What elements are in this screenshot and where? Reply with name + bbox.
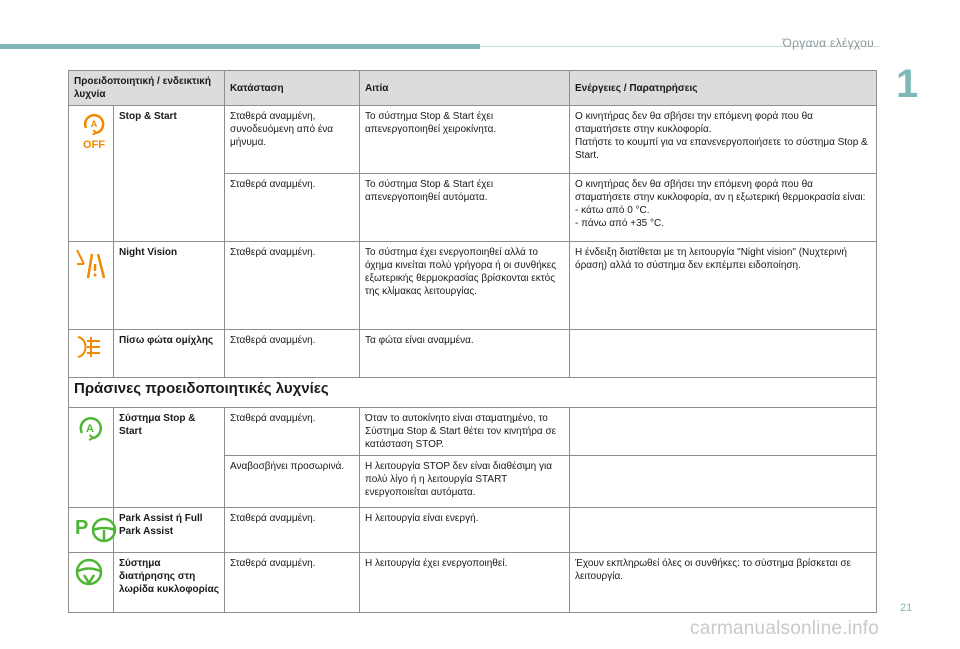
action-cell: Η ένδειξη διατίθεται με τη λειτουργία "Night vision" (Νυχτερινή όραση) αλλά το σύστημα δεν εκπέμπει ειδοποίηση. xyxy=(570,242,877,330)
state-cell: Σταθερά αναμμένη. xyxy=(225,553,360,613)
state-cell: Σταθερά αναμμένη, συνοδευόμενη από ένα μήνυμα. xyxy=(225,106,360,174)
state-cell: Σταθερά αναμμένη. xyxy=(225,508,360,553)
cause-cell: Το σύστημα έχει ενεργοποιηθεί αλλά το όχημα κινείται πολύ γρήγορα ή οι συνθήκες εξωτερικής θερμοκρασίας βρίσκονται εκτός της κλίμακας λειτουργίας. xyxy=(360,242,570,330)
icon-cell xyxy=(69,508,114,553)
icon-cell xyxy=(69,106,114,242)
action-cell xyxy=(570,330,877,378)
column-header-cause: Αιτία xyxy=(360,71,570,106)
state-cell: Σταθερά αναμμένη. xyxy=(225,242,360,330)
stop-start-off-icon xyxy=(74,110,114,150)
section-title: Όργανα ελέγχου xyxy=(782,36,874,50)
warning-lamps-table xyxy=(68,70,877,613)
icon-cell xyxy=(69,408,114,508)
table-row xyxy=(69,106,877,174)
action-cell: Έχουν εκπληρωθεί όλες οι συνθήκες: το σύστημα βρίσκεται σε λειτουργία. xyxy=(570,553,877,613)
state-cell: Σταθερά αναμμένη. xyxy=(225,330,360,378)
lamp-name: Park Assist ή Full Park Assist xyxy=(114,508,225,553)
action-cell: Ο κινητήρας δεν θα σβήσει την επόμενη φορά που θα σταματήσετε στην κυκλοφορία. Πατήστε το κουμπί για να επανενεργοποιήσετε το σύστημα Stop & Start. xyxy=(570,106,877,174)
lamp-name: Πίσω φώτα ομίχλης xyxy=(114,330,225,378)
cause-cell: Η λειτουργία είναι ενεργή. xyxy=(360,508,570,553)
cause-cell: Η λειτουργία STOP δεν είναι διαθέσιμη για πολύ λίγο ή η λειτουργία START ενεργοποιείται αυτόματα. xyxy=(360,456,570,508)
cause-cell: Το σύστημα Stop & Start έχει απενεργοποιηθεί αυτόματα. xyxy=(360,174,570,242)
icon-cell xyxy=(69,242,114,330)
svg-text:A: A xyxy=(86,423,94,435)
svg-text:OFF: OFF xyxy=(83,139,105,150)
park-assist-icon xyxy=(74,514,118,544)
cause-cell: Τα φώτα είναι αναμμένα. xyxy=(360,330,570,378)
watermark: carmanualsonline.info xyxy=(690,618,880,639)
stop-start-active-icon xyxy=(74,412,106,444)
table-row xyxy=(69,553,877,613)
state-cell: Αναβοσβήνει προσωρινά. xyxy=(225,456,360,508)
action-cell xyxy=(570,456,877,508)
page-number: 21 xyxy=(900,602,913,614)
lamp-name: Stop & Start xyxy=(114,106,225,242)
green-lamps-heading-row xyxy=(69,378,877,408)
svg-text:P: P xyxy=(75,517,89,539)
night-vision-icon xyxy=(74,246,110,282)
table-row xyxy=(69,242,877,330)
action-cell xyxy=(570,508,877,553)
table-header-row xyxy=(69,71,877,106)
lane-keeping-steering-wheel-icon xyxy=(74,557,104,587)
action-cell: Ο κινητήρας δεν θα σβήσει την επόμενη φορά που θα σταματήσετε στην κυκλοφορία, αν η εξωτερική θερμοκρασία είναι: - κάτω από 0 °C. - πάνω από +35 °C. xyxy=(570,174,877,242)
chapter-number: 1 xyxy=(896,62,919,106)
icon-cell xyxy=(69,330,114,378)
state-cell: Σταθερά αναμμένη. xyxy=(225,408,360,456)
icon-cell xyxy=(69,553,114,613)
column-header-lamp: Προειδοποιητική / ενδεικτική λυχνία xyxy=(69,71,225,106)
state-cell: Σταθερά αναμμένη. xyxy=(225,174,360,242)
table-row xyxy=(69,408,877,456)
cause-cell: Όταν το αυτοκίνητο είναι σταματημένο, το Σύστημα Stop & Start θέτει τον κινητήρα σε κατάσταση STOP. xyxy=(360,408,570,456)
table-row xyxy=(69,330,877,378)
rear-fog-lamp-icon xyxy=(74,334,108,360)
column-header-action: Ενέργειες / Παρατηρήσεις xyxy=(570,71,877,106)
column-header-state: Κατάσταση xyxy=(225,71,360,106)
cause-cell: Η λειτουργία έχει ενεργοποιηθεί. xyxy=(360,553,570,613)
action-cell xyxy=(570,408,877,456)
header-accent-bar xyxy=(0,44,480,49)
lamp-name: Night Vision xyxy=(114,242,225,330)
lamp-name: Σύστημα διατήρησης στη λωρίδα κυκλοφορίας xyxy=(114,553,225,613)
svg-text:A: A xyxy=(90,119,98,129)
lamp-name: Σύστημα Stop & Start xyxy=(114,408,225,508)
table-row xyxy=(69,508,877,553)
cause-cell: Το σύστημα Stop & Start έχει απενεργοποιηθεί χειροκίνητα. xyxy=(360,106,570,174)
green-lamps-heading: Πράσινες προειδοποιητικές λυχνίες xyxy=(69,378,877,408)
